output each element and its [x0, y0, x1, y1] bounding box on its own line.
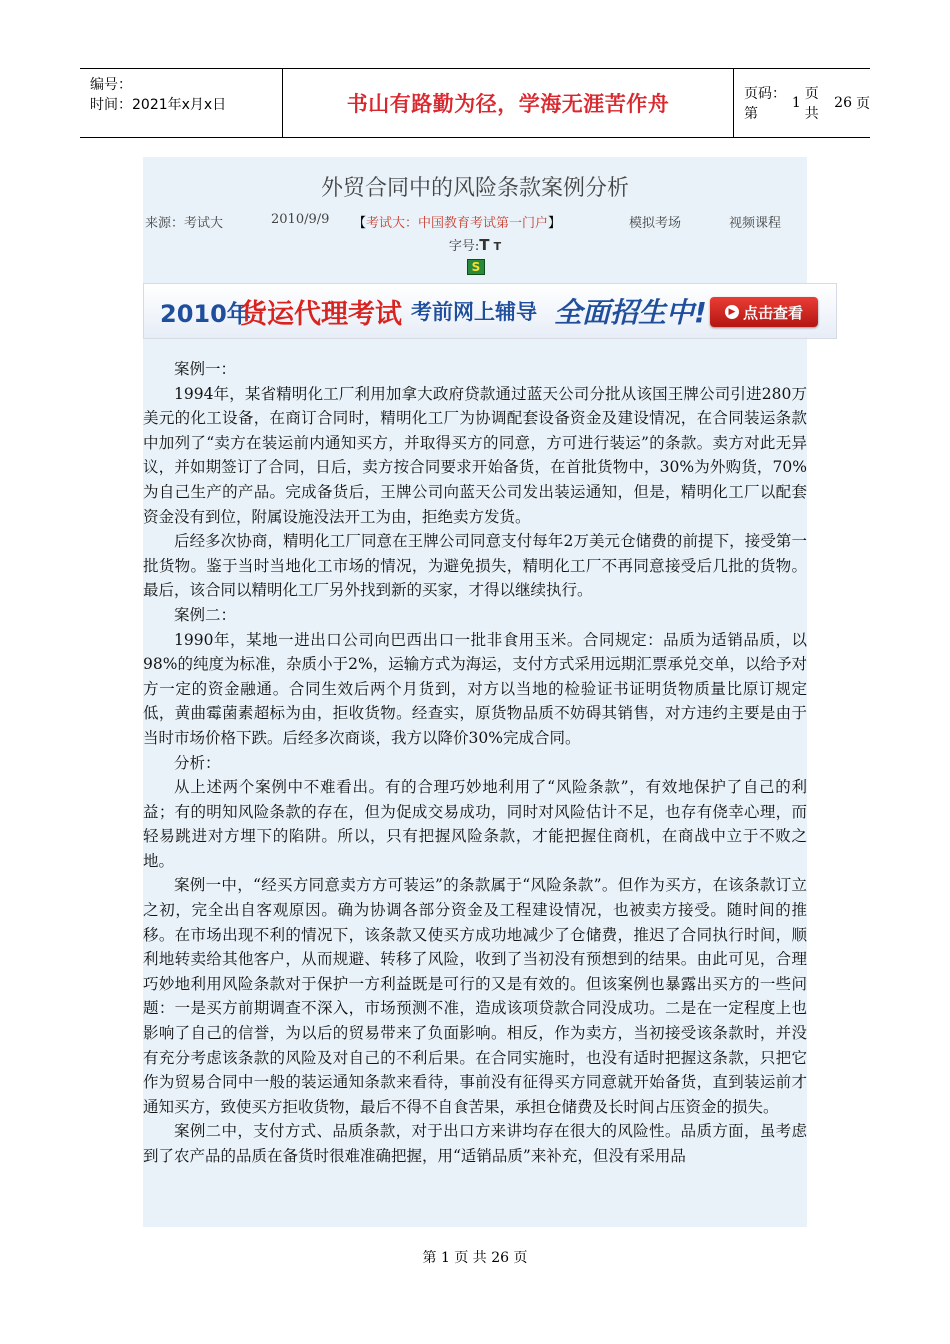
banner-button-label: 点击查看	[742, 303, 803, 322]
play-arrow-icon: ▶	[725, 305, 739, 319]
document-date: 时间：2021年x月x日	[90, 97, 227, 113]
mock-exam-link[interactable]: 模拟考场	[629, 216, 682, 231]
article-source: 来源：考试大	[145, 216, 224, 231]
font-large-button[interactable]: T	[479, 236, 490, 254]
banner-highlight: 货运代理考试	[240, 299, 402, 330]
footer-current: 1	[440, 1250, 450, 1266]
site-link-label: 考试大：中国教育考试第一门户	[366, 216, 549, 231]
font-size-label: 字号:	[448, 239, 480, 254]
video-course-link[interactable]: 视频课程	[729, 216, 782, 231]
page-total: 26	[834, 95, 852, 111]
page-prefix: 页码：第	[744, 86, 786, 122]
document-header	[80, 68, 870, 138]
font-size-control	[143, 235, 807, 254]
page-mid: 页 共	[804, 86, 819, 122]
paragraph: 从上述两个案例中不难看出。有的合理巧妙地利用了“风险条款”，有效地保护了自己的利益；有的明知风险条款的存在，但为促成交易成功，同时对风险估计不足，也存有侥幸心理，而轻易跳进对方埋下的陷阱。所以，只有把握风险条款，才能把握住商机，在商战中立于不败之地。	[143, 778, 807, 870]
banner-middle: 考前网上辅导	[411, 300, 537, 324]
page-current: 1	[791, 95, 801, 111]
share-icon[interactable]: S	[467, 259, 485, 275]
page-footer	[0, 1247, 950, 1267]
paragraph: 后经多次协商，精明化工厂同意在王牌公司同意支付每年2万美元仓储费的前提下，接受第一批货物。鉴于当时当地化工市场的情况，为避免损失，精明化工厂不再同意接受后几批的货物。最后，该合同以精明化工厂另外找到新的买家，才得以继续执行。	[143, 532, 807, 600]
site-link[interactable]	[353, 212, 561, 231]
header-info-cell	[80, 69, 282, 137]
banner-year: 2010年	[160, 300, 251, 328]
paragraph: 案例一：	[174, 360, 237, 378]
page-suffix: 页	[856, 96, 870, 112]
bracket-open: 【	[353, 216, 367, 231]
footer-suffix: 页	[513, 1250, 528, 1266]
article-date: 2010/9/9	[271, 212, 330, 227]
banner-slogan: 全面招生中!	[554, 296, 707, 329]
footer-prefix: 第	[422, 1250, 437, 1266]
footer-mid: 页 共	[454, 1250, 487, 1266]
footer-total: 26	[491, 1250, 510, 1266]
paragraph: 案例一中，“经买方同意卖方方可装运”的条款属于“风险条款”。但作为买方，在该条款订立之初，完全出自客观原因。确为协调各部分资金及工程建设情况，也被卖方接受。随时间的推移。在市场出现不利的情况下，该条款又使买方成功地减少了仓储费，推迟了合同执行时间，顺利地转卖给其他客户，从而规避、转移了风险，收到了当初没有预想到的结果。由此可见，合理巧妙地利用风险条款对于保护一方利益既是可行的又是有效的。但该案例也暴露出买方的一些问题：一是买方前期调查不深入，市场预测不准，造成该项贷款合同没成功。二是在一定程度上也影响了自己的信誉，为以后的贸易带来了负面影响。相反，作为卖方，当初接受该条款时，并没有充分考虑该条款的风险及对自己的不利后果。在合同实施时，也没有适时把握这条款，只把它作为贸易合同中一般的装运通知条款来看待，事前没有征得买方同意就开始备货，直到装运前才通知买方，致使买方拒收货物，最后不得不自食苦果，承担仓储费及长时间占压资金的损失。	[143, 876, 807, 1116]
article-title: 外贸合同中的风险条款案例分析	[320, 176, 629, 201]
header-page-indicator	[734, 69, 870, 137]
document-number-label: 编号：	[90, 77, 132, 93]
banner-view-button[interactable]	[710, 297, 818, 327]
bracket-close: 】	[548, 216, 562, 231]
header-motto: 书山有路勤为径，学海无涯苦作舟	[282, 69, 734, 137]
article-body	[143, 357, 807, 1169]
paragraph: 1990年，某地一进出口公司向巴西出口一批非食用玉米。合同规定：品质为适销品质，以98%的纯度为标准，杂质小于2%，运输方式为海运，支付方式采用远期汇票承兑交单，以给予对方一定的资金融通。合同生效后两个月货到，对方以当地的检验证书证明货物质量比原订规定低，黄曲霉菌素超标为由，拒收货物。经查实，原货物品质不妨碍其销售，对方违约主要是由于当时市场价格下跌。后经多次商谈，我方以降价30%完成合同。	[143, 630, 807, 747]
ad-banner[interactable]	[143, 283, 837, 339]
paragraph: 案例二：	[174, 605, 237, 624]
paragraph: 1994年，某省精明化工厂利用加拿大政府贷款通过蓝天公司分批从该国王牌公司引进280万美元的化工设备，在商订合同时，精明化工厂为协调配套设备资金及建设情况，在合同装运条款中加列了“卖方在装运前内通知买方，并取得买方的同意，方可进行装运”的条款。卖方对此无异议，并如期签订了合同，日后，卖方按合同要求开始备货，在首批货物中，30%为外购货，70%为自己生产的产品。完成备货后，王牌公司向蓝天公司发出装运通知，但是，精明化工厂以配套资金没有到位，附属设施没法开工为由，拒绝卖方发货。	[143, 384, 807, 526]
paragraph: 分析：	[174, 753, 221, 772]
paragraph: 案例二中，支付方式、品质条款，对于出口方来讲均存在很大的风险性。品质方面，虽考虑到了农产品的品质在备货时很难准确把握，用“适销品质”来补充，但没有采用品	[143, 1122, 807, 1165]
font-small-button[interactable]: T	[493, 240, 502, 253]
